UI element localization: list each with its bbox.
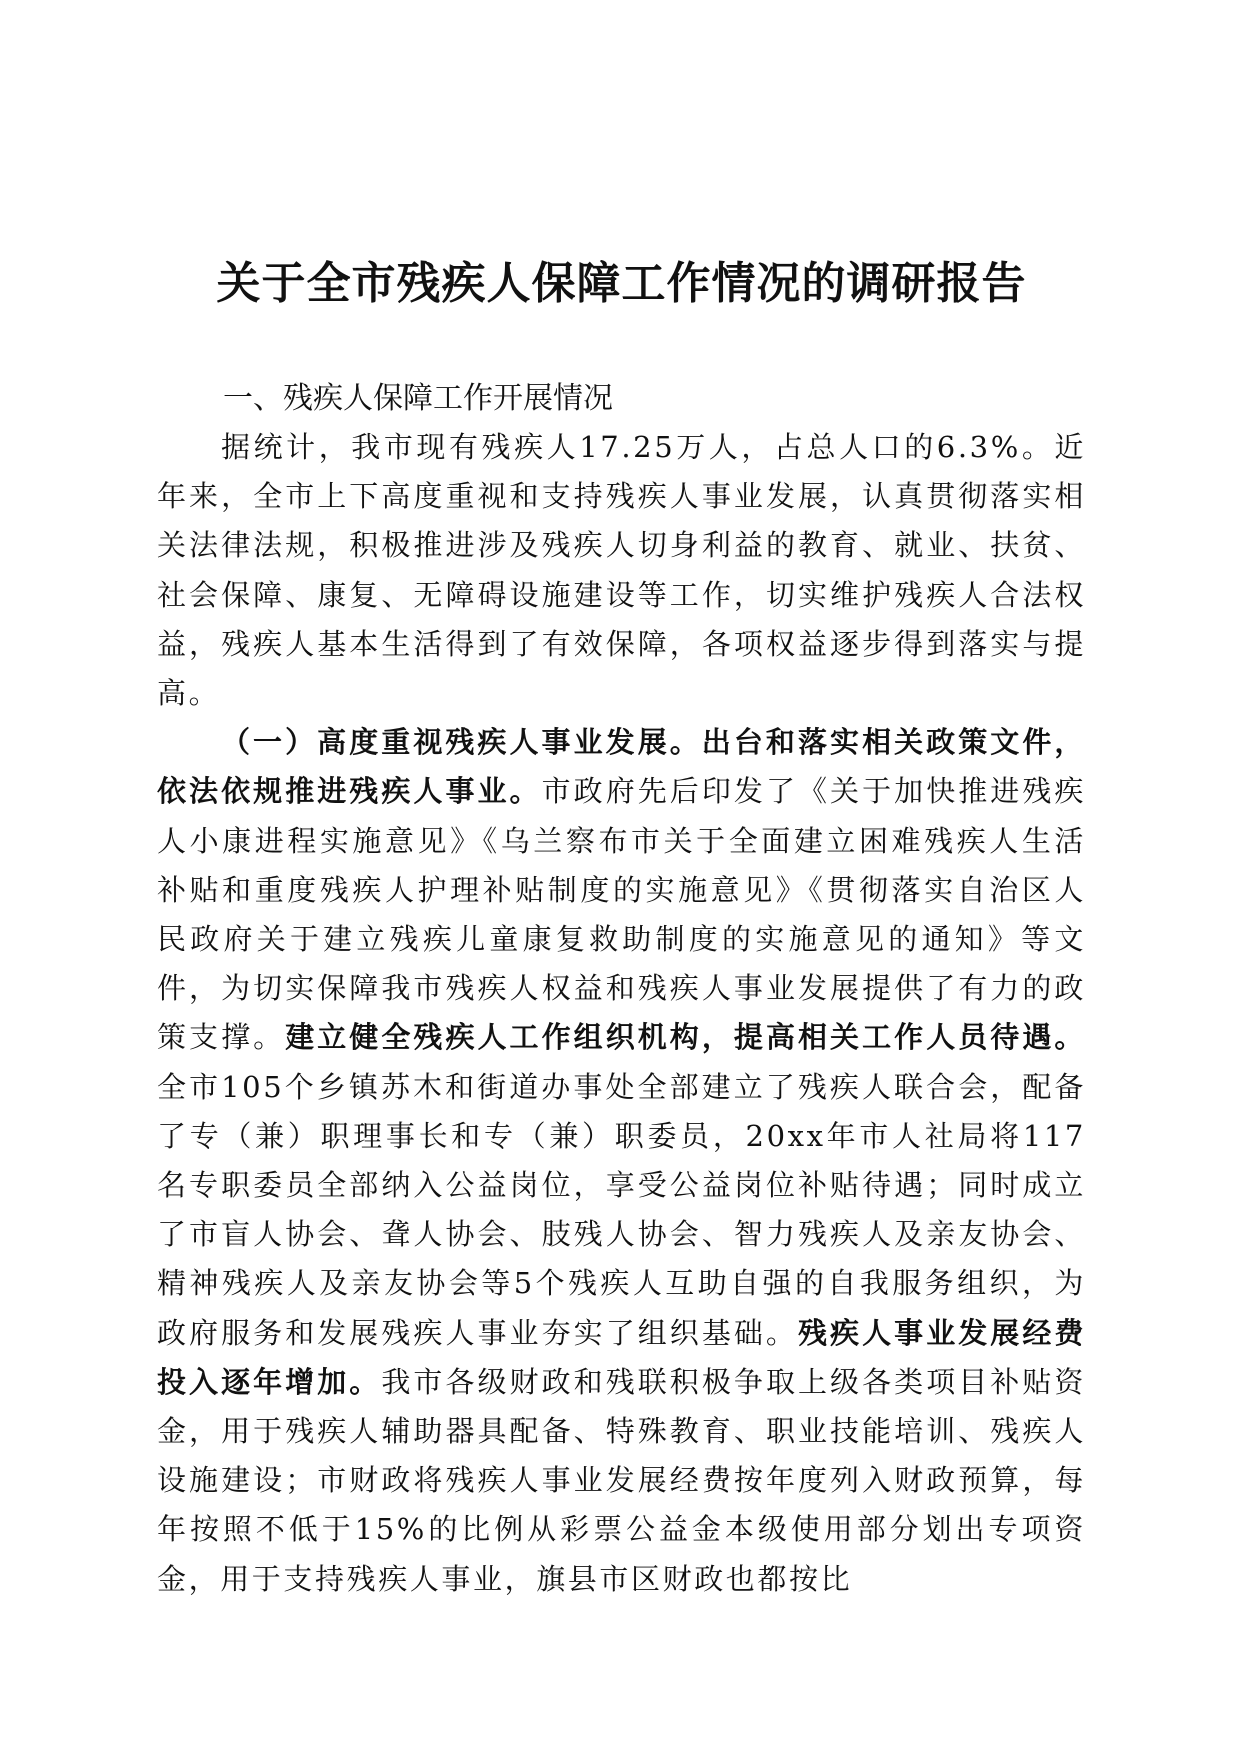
- bold-lead-policy: （一）高度重视残疾人事业发展。出台和落实相关政策文件，依法依规推进残疾人事业。: [157, 725, 1086, 809]
- bold-lead-organization: 建立健全残疾人工作组织机构，提高相关工作人员待遇。: [285, 1020, 1086, 1055]
- section-heading: 一、残疾人保障工作开展情况: [223, 381, 613, 416]
- text-policy-documents: 市政府先后印发了《关于加快推进残疾人小康进程实施意见》《乌兰察布市关于全面建立困难残疾人生活补贴和重度残疾人护理补贴制度的实施意见》《贯彻落实自治区人民政府关于建立残疾儿童康复救助制度的实施意见的通知》等文件，为切实保障我市残疾人权益和残疾人事业发展提供了有力的政策支撑。: [157, 774, 1087, 1055]
- text-organization: 全市105个乡镇苏木和街道办事处全部建立了残疾人联合会，配备了专（兼）职理事长和专（兼）职委员，20xx年市人社局将117名专职委员全部纳入公益岗位，享受公益岗位补贴待遇；同时成立了市盲人协会、聋人协会、肢残人协会、智力残疾人及亲友协会、精神残疾人及亲友协会等5个残疾人互助自强的自我服务组织，为政府服务和发展残疾人事业夯实了组织基础。: [157, 1069, 1086, 1350]
- report-title: 关于全市残疾人保障工作情况的调研报告: [216, 258, 1027, 309]
- paragraph-development: [157, 718, 1086, 1604]
- text-funding: 我市各级财政和残联积极争取上级各类项目补贴资金，用于残疾人辅助器具配备、特殊教育、职业技能培训、残疾人设施建设；市财政将残疾人事业发展经费按年度列入财政预算，每年按照不低于15%的比例从彩票公益金本级使用部分划出专项资金，用于支持残疾人事业，旗县市区财政也都按比: [157, 1364, 1087, 1596]
- bold-lead-funding: 残疾人事业发展经费投入逐年增加。: [157, 1315, 1086, 1399]
- paragraph-statistics: 据统计，我市现有残疾人17.25万人，占总人口的6.3%。近年来，全市上下高度重视和支持残疾人事业发展，认真贯彻落实相关法律法规，积极推进涉及残疾人切身利益的教育、就业、扶贫、社会保障、康复、无障碍设施建设等工作，切实维护残疾人合法权益，残疾人基本生活得到了有效保障，各项权益逐步得到落实与提高。: [157, 430, 1086, 711]
